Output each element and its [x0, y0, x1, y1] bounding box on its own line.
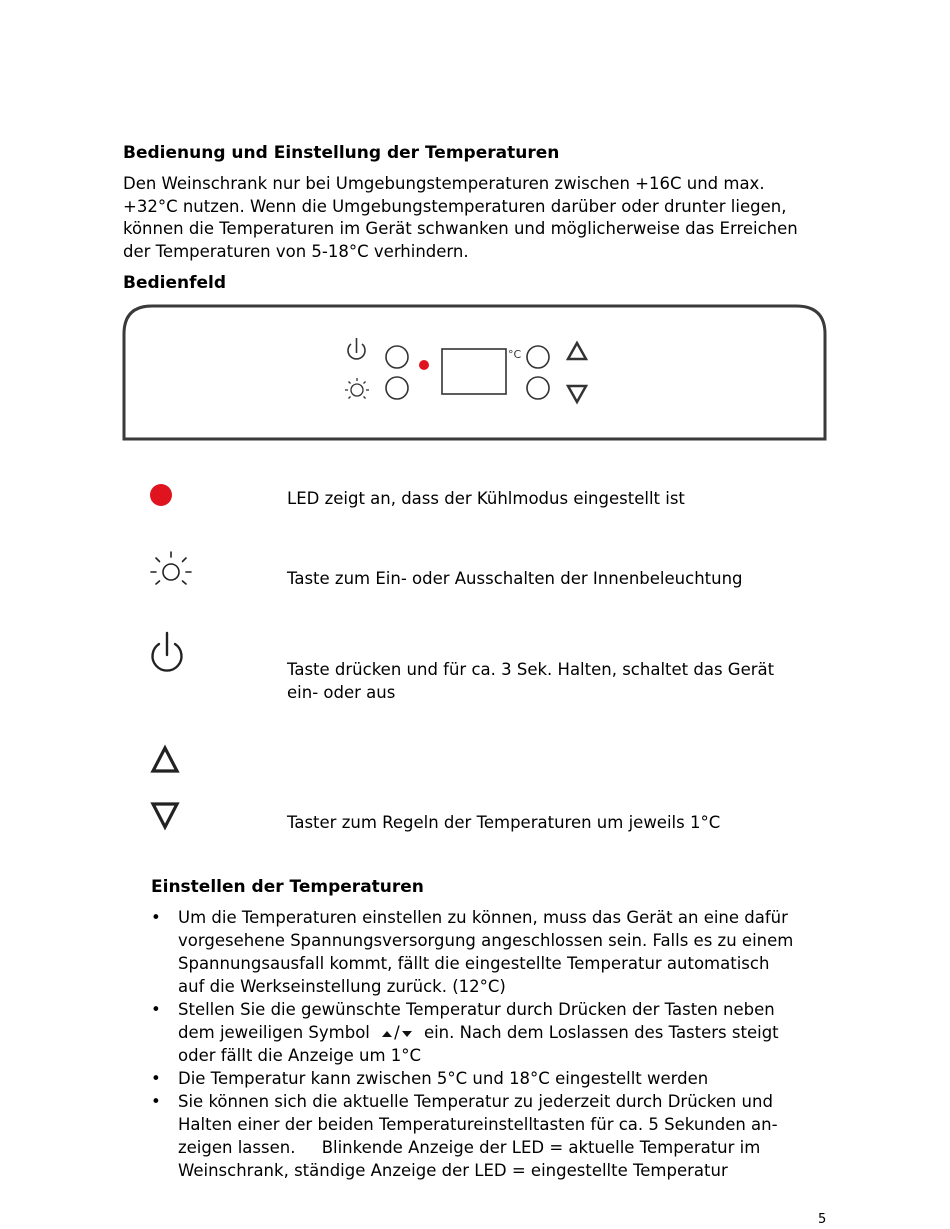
- list-item-line: Weinschrank, ständige Anzeige der LED = eingestellte Temperatur: [178, 1161, 728, 1180]
- power-button: [386, 346, 408, 368]
- control-panel-diagram: [120, 300, 832, 444]
- list-item-line: Die Temperatur kann zwischen 5°C und 18°C eingestellt werden: [178, 1069, 709, 1088]
- list-item-line: auf die Werkseinstellung zurück. (12°C): [178, 977, 506, 996]
- arrows-description-line: Taster zum Regeln der Temperaturen um jeweils 1°C: [287, 813, 721, 832]
- intro-paragraph: [123, 173, 798, 263]
- red-led-dot: [148, 482, 174, 508]
- list-item-line: Halten einer der beiden Temperatureinstelltasten für ca. 5 Sekunden an-: [178, 1115, 778, 1134]
- display: [442, 349, 506, 394]
- list-item-line: Stellen Sie die gewünschte Temperatur durch Drücken der Tasten neben: [178, 1000, 775, 1019]
- temp-down-button: [527, 377, 549, 399]
- list-item: [150, 1090, 850, 1182]
- list-item-line: zeigen lassen. Blinkende Anzeige der LED = aktuelle Temperatur im: [178, 1138, 761, 1157]
- list-item: [150, 906, 850, 998]
- intro-line: +32°C nutzen. Wenn die Umgebungstemperaturen darüber oder drunter liegen,: [123, 196, 787, 216]
- temp-up-button: [527, 346, 549, 368]
- sun-icon: [148, 550, 194, 586]
- bullet-dot: •: [151, 1092, 161, 1111]
- bullet-dot: •: [151, 1069, 161, 1088]
- arrows-description: [287, 812, 720, 835]
- led-description: [287, 488, 685, 511]
- symbol-separator: /: [394, 1023, 400, 1042]
- bullet-dot: •: [151, 1000, 161, 1019]
- list-item-line: Sie können sich die aktuelle Temperatur zu jederzeit durch Drücken und: [178, 1092, 773, 1111]
- unit-label: °C: [508, 348, 522, 361]
- list-item-line: Um die Temperaturen einstellen zu können, muss das Gerät an eine dafür: [178, 908, 788, 927]
- list-item-line: oder fällt die Anzeige um 1°C: [178, 1046, 422, 1065]
- list-item-line: [178, 1021, 850, 1044]
- power-description: [287, 659, 774, 704]
- power-description-line: ein- oder aus: [287, 682, 396, 702]
- triangle-up-icon: [148, 744, 182, 776]
- list-item: [150, 998, 850, 1067]
- small-arrow-down-icon: [401, 1029, 413, 1039]
- section-heading-control-panel: Bedienfeld: [123, 273, 227, 293]
- page-number: 5: [818, 1212, 827, 1227]
- power-description-line: Taste drücken und für ca. 3 Sek. Halten, schaltet das Gerät: [287, 660, 775, 679]
- list-item-line: vorgesehene Spannungsversorgung angeschlossen sein. Falls es zu einem: [178, 931, 794, 950]
- light-description: [287, 568, 743, 591]
- bullet-dot: •: [151, 908, 161, 927]
- section-heading-operation: Bedienung und Einstellung der Temperaturen: [123, 143, 560, 163]
- list-item-line: Spannungsausfall kommt, fällt die eingestellte Temperatur automatisch: [178, 954, 770, 973]
- section-heading-set-temperature: Einstellen der Temperaturen: [151, 877, 424, 897]
- list-item: [150, 1067, 850, 1090]
- intro-line: Den Weinschrank nur bei Umgebungstemperaturen zwischen +16C und max.: [123, 174, 765, 193]
- light-button: [386, 377, 408, 399]
- triangle-down-icon: [148, 800, 182, 832]
- led-indicator: [419, 360, 429, 370]
- intro-line: der Temperaturen von 5-18°C verhindern.: [123, 241, 469, 261]
- light-description-line: Taste zum Ein- oder Ausschalten der Innenbeleuchtung: [287, 569, 743, 588]
- instruction-list: [150, 906, 850, 1182]
- small-arrow-up-icon: [381, 1029, 393, 1039]
- intro-line: können die Temperaturen im Gerät schwanken und möglicherweise das Erreichen: [123, 219, 798, 238]
- list-item-text: dem jeweiligen Symbol: [178, 1023, 370, 1042]
- list-item-text: ein. Nach dem Loslassen des Tasters steigt: [423, 1023, 779, 1042]
- power-icon: [147, 630, 187, 678]
- led-description-line: LED zeigt an, dass der Kühlmodus eingestellt ist: [287, 489, 685, 508]
